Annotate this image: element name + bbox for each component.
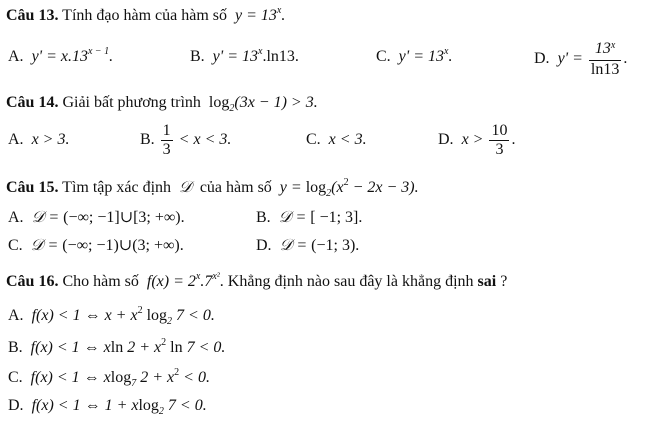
q16-option-a: A. f(x) < 1 ⇔ $x + x^2$ $\log_2 7 < 0$. [8, 305, 215, 327]
q16-option-c: C. f(x) < 1 ⇔ xlog$_7$ $2 + x^2 < 0$. [8, 367, 210, 389]
q13-option-c: C. $y' = 13^x$. [376, 46, 453, 65]
question-15-text2: của hàm số [199, 179, 272, 196]
question-14-text: Giải bất phương trình [62, 94, 201, 111]
q16-option-d: D. f(x) < 1 ⇔ 1 + xlog$_2$ 7 < 0. [8, 397, 207, 417]
q13-option-b: B. $y' = 13^x.\ln 13$. [190, 46, 299, 65]
question-15: Câu 15. Tìm tập xác định 𝒟 của hàm số $y = \log_2(x^2 - 2x - 3)$. [6, 177, 419, 199]
q14-option-b: B. $\frac{1}{3}$ < x < 3. [140, 121, 232, 158]
q14-option-d-label: D. [438, 131, 454, 148]
q15-option-c-label: C. [8, 237, 23, 254]
q15-option-b: B. 𝒟 = [ −1; 3]. [256, 209, 363, 226]
q14-option-c: C. x < 3. [306, 131, 367, 148]
q16-option-b: B. f(x) < 1 ⇔ xln $2 + x^2$ ln 7 < 0. [8, 337, 226, 356]
question-15-text: Tìm tập xác định [62, 179, 172, 196]
q15-option-d: D. 𝒟 = (−1; 3). [256, 237, 360, 254]
q14-option-c-label: C. [306, 131, 321, 148]
q13-option-d: D. y' = $\frac{13^x}{\ln 13}$ . [534, 40, 628, 78]
question-13-function: $y = 13^x$. [231, 5, 286, 24]
q13-option-d-label: D. [534, 50, 550, 68]
question-14: Câu 14. Giải bất phương trình $\log_2(3x - 1) > 3$. [6, 94, 318, 114]
q16-option-d-label: D. [8, 397, 24, 414]
q15-option-a: A. 𝒟 = (−∞; −1]∪[3; +∞). [8, 209, 185, 226]
q14-option-a-label: A. [8, 131, 24, 148]
q14-option-d: D. x > $\frac{10}{3}$ . [438, 121, 516, 158]
q13-option-a: A. $y' = x.13^{x - 1}$. [8, 46, 114, 65]
q15-option-b-label: B. [256, 209, 271, 226]
question-13-text: Tính đạo hàm của hàm số [62, 7, 228, 24]
q16-option-a-label: A. [8, 307, 24, 324]
question-16-text2: . Khẳng định nào sau đây là khẳng định [219, 273, 474, 290]
question-13-label: Câu 13. [6, 7, 59, 24]
q15-option-a-label: A. [8, 209, 24, 226]
question-13 [6, 6, 285, 28]
q16-option-b-label: B. [8, 339, 23, 356]
q14-option-a: A. x > 3. [8, 131, 70, 148]
question-16-text3: ? [496, 273, 508, 290]
question-16-emphasis: sai [477, 273, 497, 290]
q13-option-a-label: A. [8, 48, 24, 65]
q14-option-b-label: B. [140, 131, 155, 148]
question-14-label: Câu 14. [6, 94, 59, 111]
question-16-text: Cho hàm số [62, 273, 139, 290]
q13-option-b-label: B. [190, 48, 205, 65]
q15-option-c: C. 𝒟 = (−∞; −1)∪(3; +∞). [8, 237, 184, 254]
q16-option-c-label: C. [8, 369, 23, 386]
question-16: Câu 16. Cho hàm số $f(x) = 2^x.7^{x^2}$. Khẳng định nào sau đây là khẳng định sai ? [6, 271, 508, 290]
q15-option-d-label: D. [256, 237, 272, 254]
question-15-label: Câu 15. [6, 179, 59, 196]
q13-option-c-label: C. [376, 48, 391, 65]
question-16-label: Câu 16. [6, 273, 59, 290]
